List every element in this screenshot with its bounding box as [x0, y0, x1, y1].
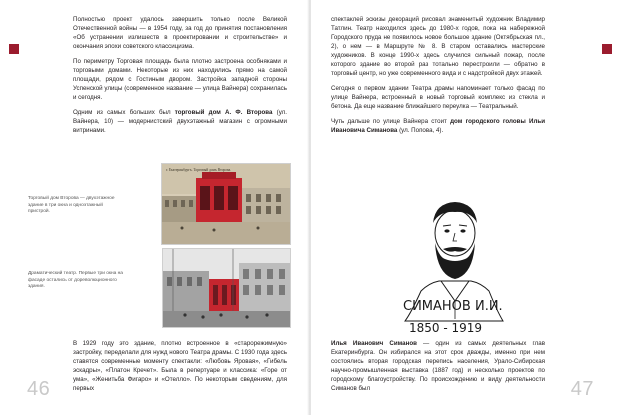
photo-caption: Драматический театр. Первые три окна на фасаде остались от дореволюционного здания. [28, 271, 123, 290]
chapter-marker [9, 44, 19, 54]
portrait-years: 1850 - 1919 [409, 321, 483, 335]
left-page [0, 0, 309, 415]
right-page [311, 0, 620, 415]
left-bottom-text [73, 339, 287, 399]
left-text-column [73, 15, 287, 141]
portrait-signature: СИМАНОВ И.И. [403, 299, 503, 314]
paragraph: Илья Иванович Симанов — один из самых деятельных глав Екатеринбурга. Он избирался на этот срок дважды, именно при нем состоялись вторая городская перепись населения, Урало-Сибирская научно-промышленная выставка (1887 год) и несколько проектов по городскому благоустройству. По происхождению и виду деятельности Симанов был [331, 340, 545, 392]
page-number: 47 [570, 378, 594, 400]
simanov-portrait [399, 193, 509, 343]
right-bottom-text [331, 339, 545, 399]
paragraph: Одним из самых больших был торговый дом А. Ф. Второва (ул. Вайнера, 10) — модернистский двухэтажный магазин с огромными витринами. [73, 109, 288, 134]
chapter-marker [602, 44, 612, 54]
right-text-column [331, 15, 545, 141]
paragraph: В 1929 году это здание, плотно встроенное в «старорежимную» застройку, переделали для нужд нового Театра драмы. С 1930 года здесь ставятся современные моменту спектакли: «Любовь Яровая», «Гибель эскадры», «Платон Кречет». Была в репертуаре и классика: «Горе от ума», «Женитьба Фигаро» и «Отелло». По некоторым сведениям, для первых [73, 340, 287, 392]
highlight-term: Илья Иванович Симанов [331, 340, 417, 347]
paragraph: Полностью проект удалось завершить только после Великой Отечественной войны — в 1954 году, за год до принятия постановления «Об устранении излишеств в проектировании и строительстве» и окончания эпохи советского классицизма. [73, 16, 287, 50]
paragraph: спектаклей эскизы декораций рисовал знаменитый художник Владимир Татлин. Театр находился здесь до 1980-х годов, пока на набережной Городского пруда не появилось новое большое здание (Октябрьская пл., 2), о нем — в Маршруте № 8. В старом оставались мастерские художников. В конце 1990-х здесь случился сильный пожар, после которого здание во второй раз тотально перестроили — обратно в торговый центр, но уже современного вида и с надстройкой двух этажей. [331, 16, 545, 77]
trade-house-photo [161, 163, 291, 245]
trade-house-illustration [162, 164, 290, 244]
highlight-term: дом городского головы Ильи Ивановича Симанова [331, 118, 545, 134]
highlight-term: торговый дом А. Ф. Второва [174, 109, 273, 116]
paragraph: Чуть дальше по улице Вайнера стоит дом городского головы Ильи Ивановича Симанова (ул. Попова, 4). [331, 118, 545, 134]
page-number: 46 [27, 378, 51, 400]
photo-caption: Торговый дом Второва — двухэтажное здание в три окна и одноэтажный пристрой. [28, 196, 115, 215]
paragraph: Сегодня о первом здании Театра драмы напоминает только фасад по улице Вайнера, встроенный в новый торговый комплекс из стекла и бетона. Да еще название ближайшего переулка — Театральный. [331, 85, 545, 110]
paragraph: По периметру Торговая площадь была плотно застроена особняками и торговыми домами. Некоторые из них находились прямо на самой площади, рядом с Гостиным двором. Застройка западной стороны Успенской улицы (современное название — улица Вайнера) сохранилась и сегодня. [73, 58, 287, 101]
svg-text:г. Екатеринбургъ. Торговый дом: г. Екатеринбургъ. Торговый домъ Второва. [166, 168, 232, 172]
theatre-street-illustration [163, 249, 290, 327]
drama-theatre-photo [162, 248, 291, 328]
